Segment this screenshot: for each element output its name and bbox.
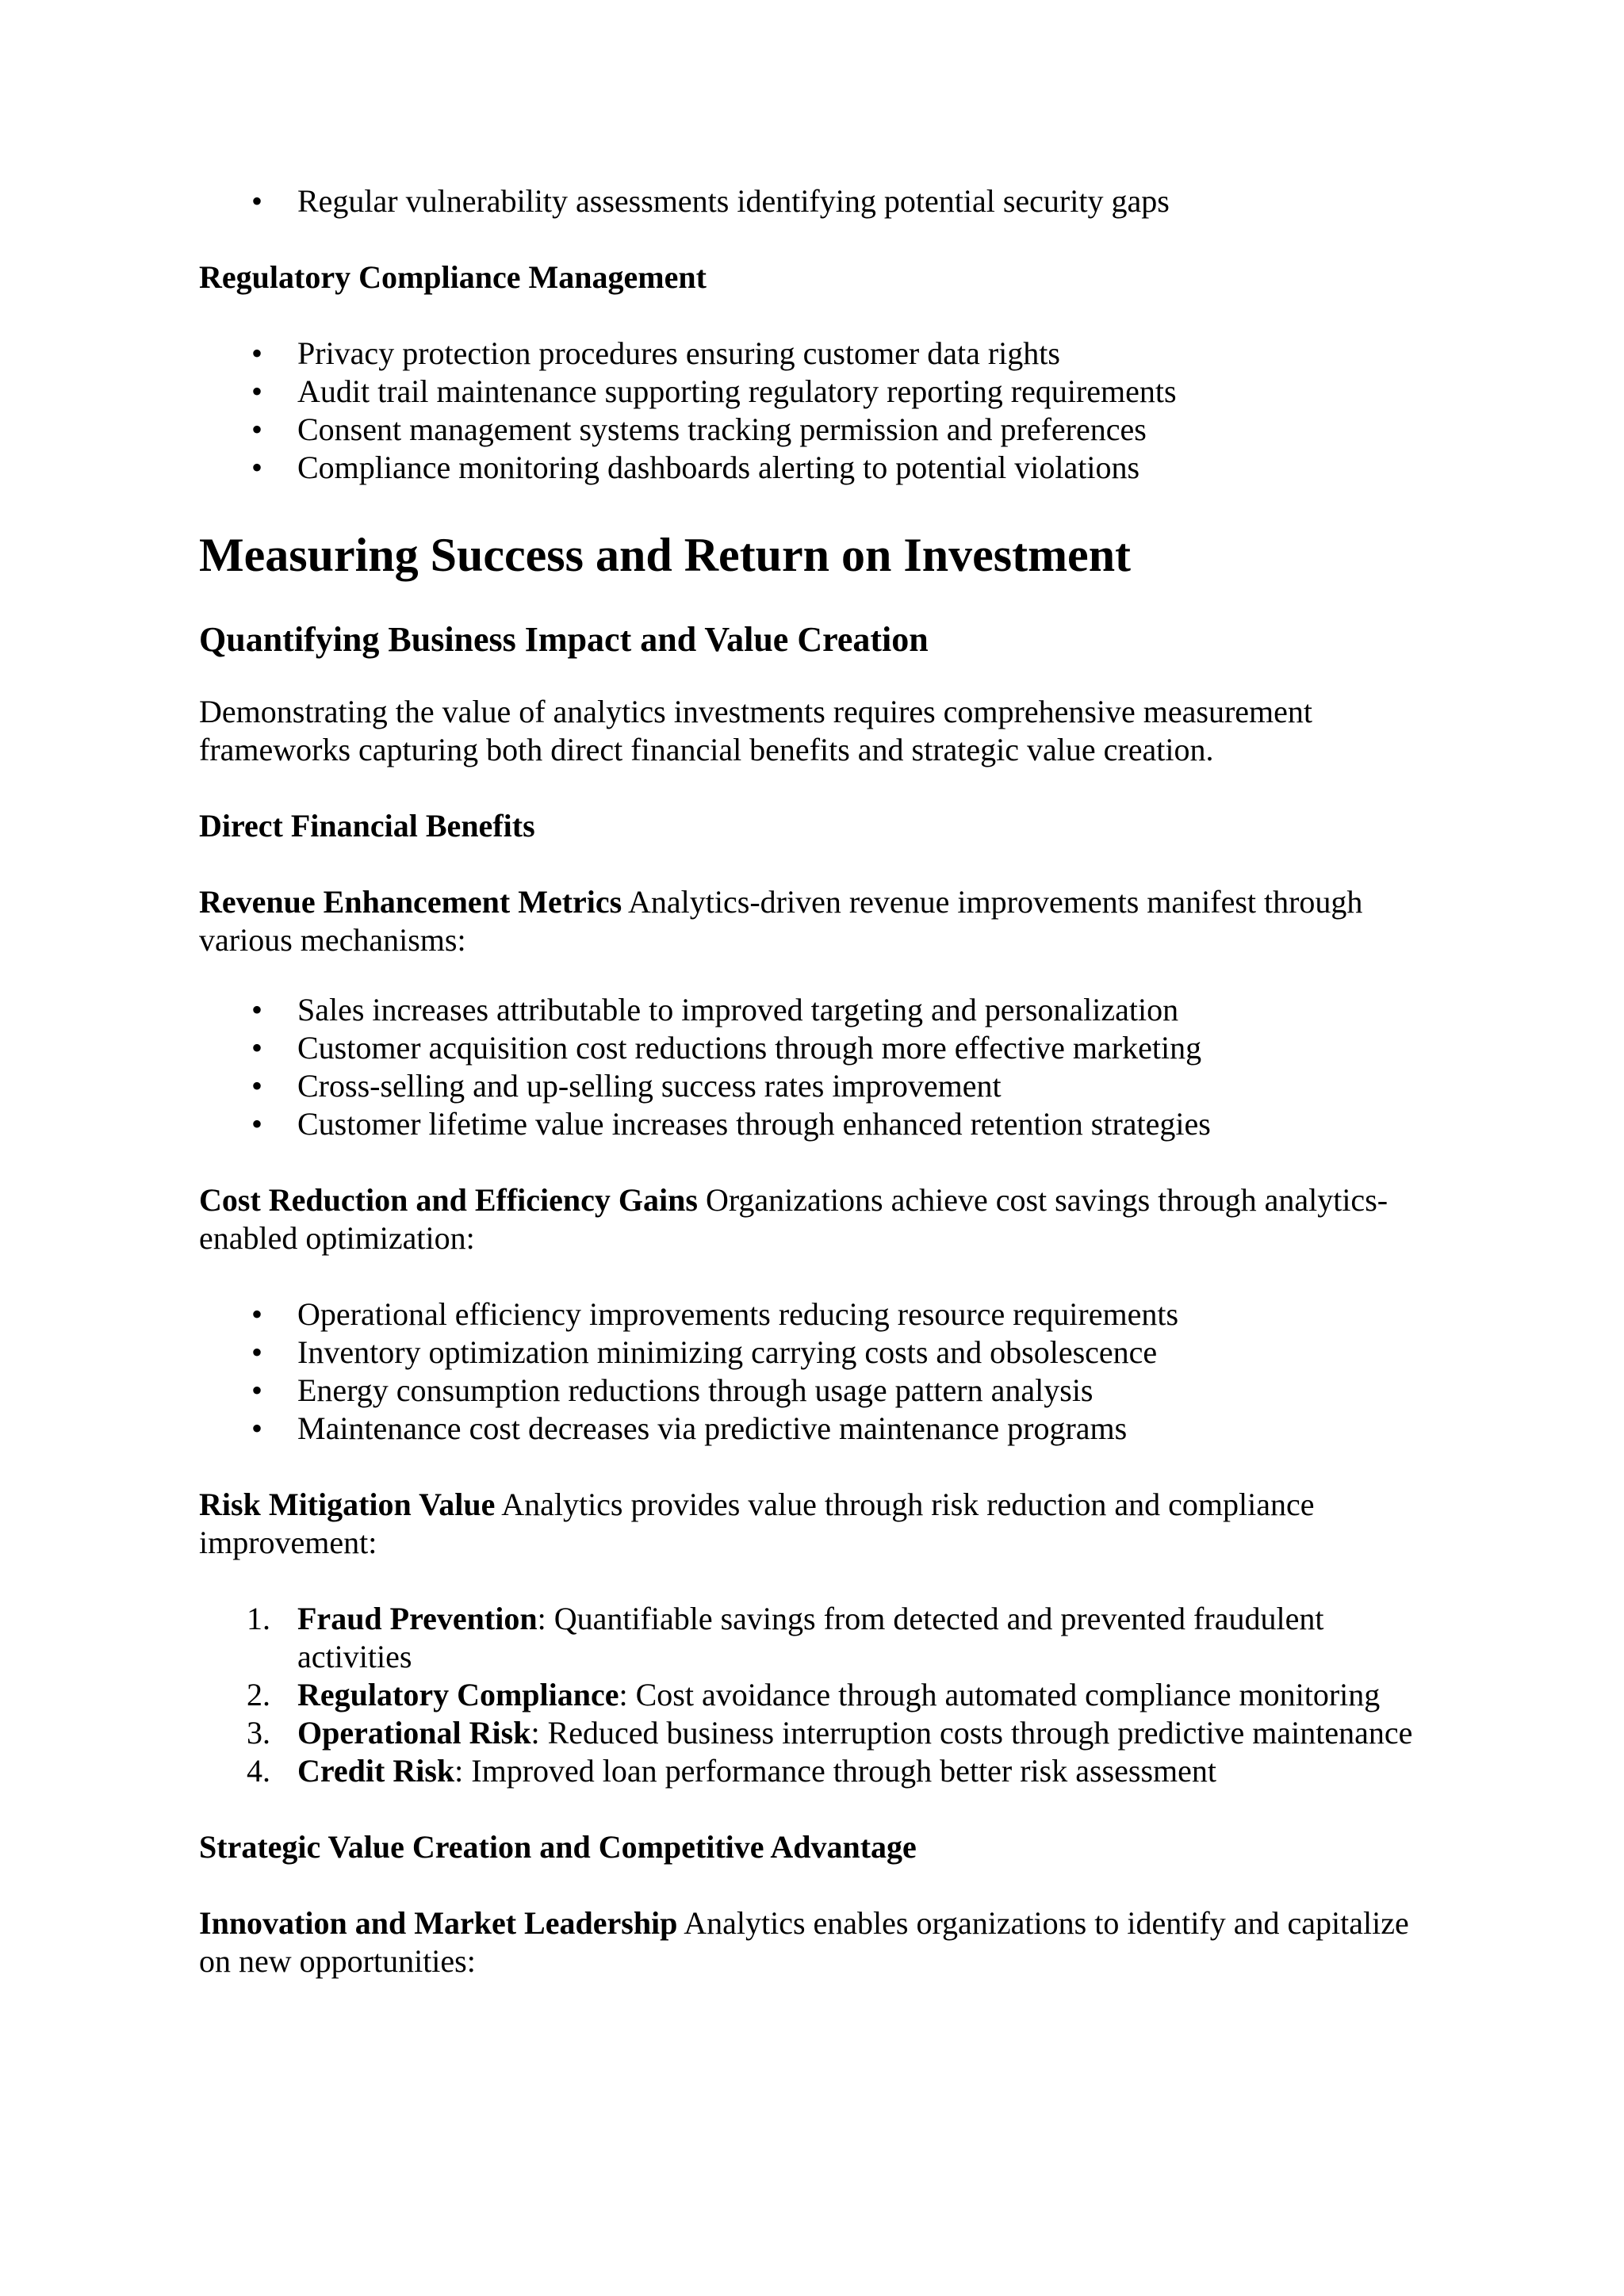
list-item: • Operational efficiency improvements reducing resource requirements (251, 1296, 1179, 1332)
list-item: • Sales increases attributable to improved targeting and personalization (251, 992, 1179, 1027)
bullet-icon: • (251, 1372, 263, 1408)
list-number: 4. (247, 1753, 270, 1789)
innovation-text: Analytics enables organizations to identify and capitalize on new opportunities: (199, 1905, 1409, 1979)
strategic-heading: Strategic Value Creation and Competitive Advantage (199, 1829, 917, 1865)
intro-paragraph: Demonstrating the value of analytics investments requires comprehensive measurement frameworks capturing both direct financial benefits and strategic value creation. (199, 694, 1313, 767)
list-item: • Maintenance cost decreases via predictive maintenance programs (251, 1410, 1128, 1446)
cost-bullet-list (199, 1295, 1436, 1448)
document-page (199, 182, 1436, 1980)
regulatory-heading: Regulatory Compliance Management (199, 259, 707, 295)
risk-lead: Risk Mitigation Value (199, 1487, 496, 1522)
bullet-icon: • (251, 1106, 263, 1142)
list-number: 3. (247, 1715, 270, 1751)
list-item: • Energy consumption reductions through usage pattern analysis (251, 1372, 1094, 1408)
bullet-icon: • (251, 1334, 263, 1370)
bullet-icon: • (251, 1410, 263, 1446)
bullet-icon: • (251, 450, 263, 485)
revenue-lead: Revenue Enhancement Metrics (199, 884, 622, 920)
list-item: • Regular vulnerability assessments identifying potential security gaps (251, 183, 1170, 219)
bullet-icon: • (251, 1068, 263, 1104)
risk-paragraph (199, 1486, 1436, 1562)
innovation-paragraph (199, 1904, 1436, 1980)
list-item: 1. Fraud Prevention: Quantifiable savings from detected and prevented fraudulent activities (247, 1601, 1324, 1674)
list-item: • Cross-selling and up-selling success rates improvement (251, 1068, 1002, 1104)
revenue-bullet-list (199, 991, 1436, 1143)
list-item: • Compliance monitoring dashboards alerting to potential violations (251, 450, 1140, 485)
section-title: Measuring Success and Return on Investment (199, 529, 1132, 581)
list-item: • Consent management systems tracking permission and preferences (251, 411, 1147, 447)
revenue-paragraph (199, 883, 1436, 959)
direct-benefits-heading: Direct Financial Benefits (199, 808, 535, 844)
risk-text: Analytics provides value through risk reduction and compliance improvement: (199, 1487, 1315, 1560)
risk-numbered-list (199, 1600, 1436, 1790)
bullet-icon: • (251, 1296, 263, 1332)
bullet-icon: • (251, 335, 263, 371)
regulatory-bullet-list (199, 335, 1436, 487)
list-item: • Inventory optimization minimizing carrying costs and obsolescence (251, 1334, 1158, 1370)
section-subtitle: Quantifying Business Impact and Value Creation (199, 620, 929, 659)
bullet-icon: • (251, 411, 263, 447)
bullet-icon: • (251, 992, 263, 1027)
list-item: • Customer acquisition cost reductions through more effective marketing (251, 1030, 1202, 1066)
bullet-icon: • (251, 373, 263, 409)
list-number: 1. (247, 1601, 270, 1636)
list-item: • Audit trail maintenance supporting regulatory reporting requirements (251, 373, 1177, 409)
cost-lead: Cost Reduction and Efficiency Gains (199, 1182, 698, 1218)
bullet-icon: • (251, 1030, 263, 1066)
list-item: 2. Regulatory Compliance: Cost avoidance through automated compliance monitoring (247, 1677, 1381, 1712)
security-bullet-list (199, 182, 1436, 220)
list-number: 2. (247, 1677, 270, 1712)
innovation-lead: Innovation and Market Leadership (199, 1905, 678, 1941)
cost-text: Organizations achieve cost savings through analytics-enabled optimization: (199, 1182, 1388, 1256)
list-item: • Customer lifetime value increases through enhanced retention strategies (251, 1106, 1211, 1142)
cost-paragraph (199, 1181, 1436, 1257)
revenue-text: Analytics-driven revenue improvements manifest through various mechanisms: (199, 884, 1363, 958)
list-item: 3. Operational Risk: Reduced business interruption costs through predictive maintenance (247, 1715, 1413, 1751)
list-item: 4. Credit Risk: Improved loan performance through better risk assessment (247, 1753, 1216, 1789)
bullet-icon: • (251, 183, 263, 219)
list-item: • Privacy protection procedures ensuring customer data rights (251, 335, 1060, 371)
